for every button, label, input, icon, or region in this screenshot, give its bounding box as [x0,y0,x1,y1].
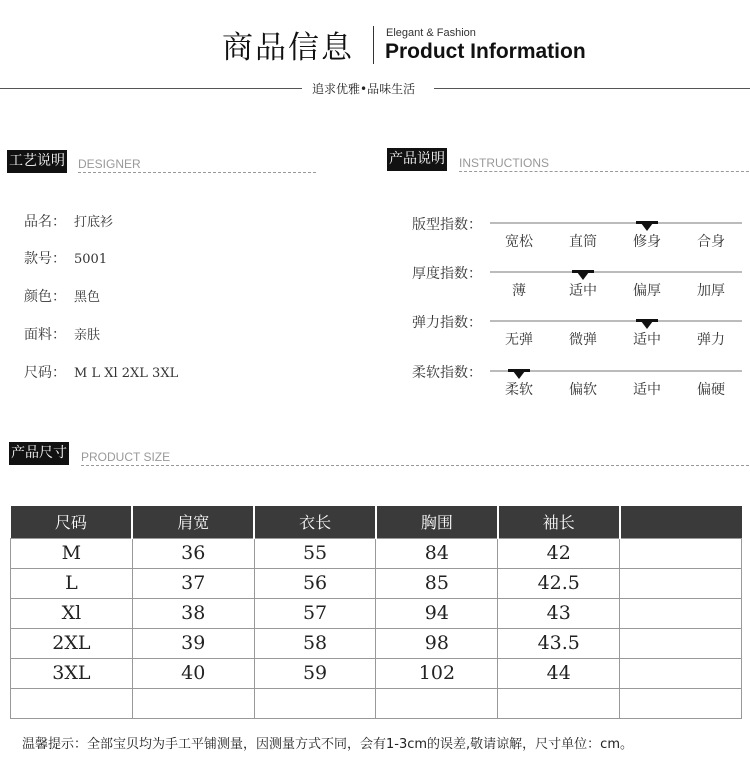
index-option: 柔软 [505,382,533,398]
index-pointer-icon [641,223,653,231]
index-option: 合身 [697,234,725,250]
instructions-label: 产品说明 [387,148,447,171]
spec-item [24,211,113,231]
size-table-cell [620,538,742,568]
index-option: 偏软 [569,382,597,398]
spec-key: 品名： [24,214,66,230]
index-bar [490,271,742,273]
index-option: 弹力 [697,332,725,348]
header-divider [373,26,374,64]
size-header-cell: 衣长 [254,506,376,538]
size-table [10,506,742,719]
size-table-row [11,538,742,568]
size-note: 温馨提示：全部宝贝均为手工平铺测量，因测量方式不同，会有1-3cm的误差,敬请谅解，尺寸单位：cm。 [22,737,633,752]
tagline-line-left [0,88,302,89]
index-option: 薄 [512,283,526,299]
spec-item [24,324,100,344]
size-table-row [11,598,742,628]
spec-key: 面料： [24,327,66,343]
spec-key: 颜色： [24,289,66,305]
spec-value: 打底衫 [74,215,114,230]
size-header-cell [620,506,742,538]
size-table-row [11,688,742,718]
spec-value: M L Xl 2XL 3XL [74,366,179,381]
size-table-cell: 59 [254,658,376,688]
spec-value: 黑色 [74,290,101,305]
index-option: 适中 [569,283,597,299]
size-table-cell [132,688,254,718]
index-option: 宽松 [505,234,533,250]
size-table-cell: 57 [254,598,376,628]
size-table-cell [620,598,742,628]
index-label: 弹力指数： [412,315,482,331]
size-table-cell: 55 [254,538,376,568]
size-table-cell [254,688,376,718]
tagline-line-right [434,88,750,89]
size-table-cell: 39 [132,628,254,658]
size-table-cell: Xl [11,598,133,628]
size-table-cell: 84 [376,538,498,568]
spec-key: 款号： [24,251,66,267]
index-pointer-icon [577,272,589,280]
spec-item [24,362,178,382]
index-option: 偏硬 [697,382,725,398]
size-table-cell: 94 [376,598,498,628]
size-table-row [11,568,742,598]
size-table-cell: 42.5 [498,568,620,598]
size-table-header [11,506,742,538]
size-header-cell: 尺码 [11,506,133,538]
index-option: 加厚 [697,283,725,299]
spec-key: 尺码： [24,365,66,381]
index-label: 厚度指数： [412,266,482,282]
size-table-cell [620,568,742,598]
instructions-divider [459,171,749,172]
size-table-cell: 56 [254,568,376,598]
size-divider [81,465,749,466]
size-table-cell: 38 [132,598,254,628]
size-table-cell [620,688,742,718]
designer-label: 工艺说明 [7,150,67,173]
size-table-cell: 43 [498,598,620,628]
size-label-en: PRODUCT SIZE [81,450,171,464]
index-bar [490,320,742,322]
spec-item [24,286,100,306]
size-header-cell: 袖长 [498,506,620,538]
size-table-cell: 43.5 [498,628,620,658]
size-table-cell: 37 [132,568,254,598]
instructions-label-en: INSTRUCTIONS [459,156,549,170]
spec-value: 亲肤 [74,328,101,343]
size-table-row [11,628,742,658]
size-label: 产品尺寸 [9,442,69,465]
index-option: 直筒 [569,234,597,250]
size-table-cell [11,688,133,718]
size-table-row [11,658,742,688]
size-table-cell [620,628,742,658]
index-pointer-icon [641,321,653,329]
index-option: 适中 [633,332,661,348]
size-table-cell: 44 [498,658,620,688]
index-option: 无弹 [505,332,533,348]
size-table-cell: 85 [376,568,498,598]
size-table-cell: L [11,568,133,598]
index-option: 修身 [633,234,661,250]
size-table-cell [498,688,620,718]
designer-label-en: DESIGNER [78,157,141,171]
size-table-cell: 3XL [11,658,133,688]
size-table-cell: 98 [376,628,498,658]
size-table-cell: 102 [376,658,498,688]
size-table-cell: M [11,538,133,568]
designer-divider [78,172,316,173]
index-label: 柔软指数： [412,365,482,381]
size-header-cell: 肩宽 [132,506,254,538]
index-option: 偏厚 [633,283,661,299]
size-table-cell: 40 [132,658,254,688]
size-table-cell: 58 [254,628,376,658]
index-label: 版型指数： [412,217,482,233]
index-option: 适中 [633,382,661,398]
size-table-cell: 42 [498,538,620,568]
size-table-cell: 2XL [11,628,133,658]
index-option: 微弹 [569,332,597,348]
index-pointer-icon [513,371,525,379]
spec-item [24,248,107,268]
size-table-cell: 36 [132,538,254,568]
header-title-cn: 商品信息 [222,30,354,66]
size-table-cell [376,688,498,718]
header-title-en: Product Information [385,40,586,63]
size-header-cell: 胸围 [376,506,498,538]
spec-value: 5001 [74,252,108,267]
tagline: 追求优雅•品味生活 [312,82,416,96]
size-table-cell [620,658,742,688]
header-subtitle-en: Elegant & Fashion [386,27,476,39]
index-bar [490,222,742,224]
